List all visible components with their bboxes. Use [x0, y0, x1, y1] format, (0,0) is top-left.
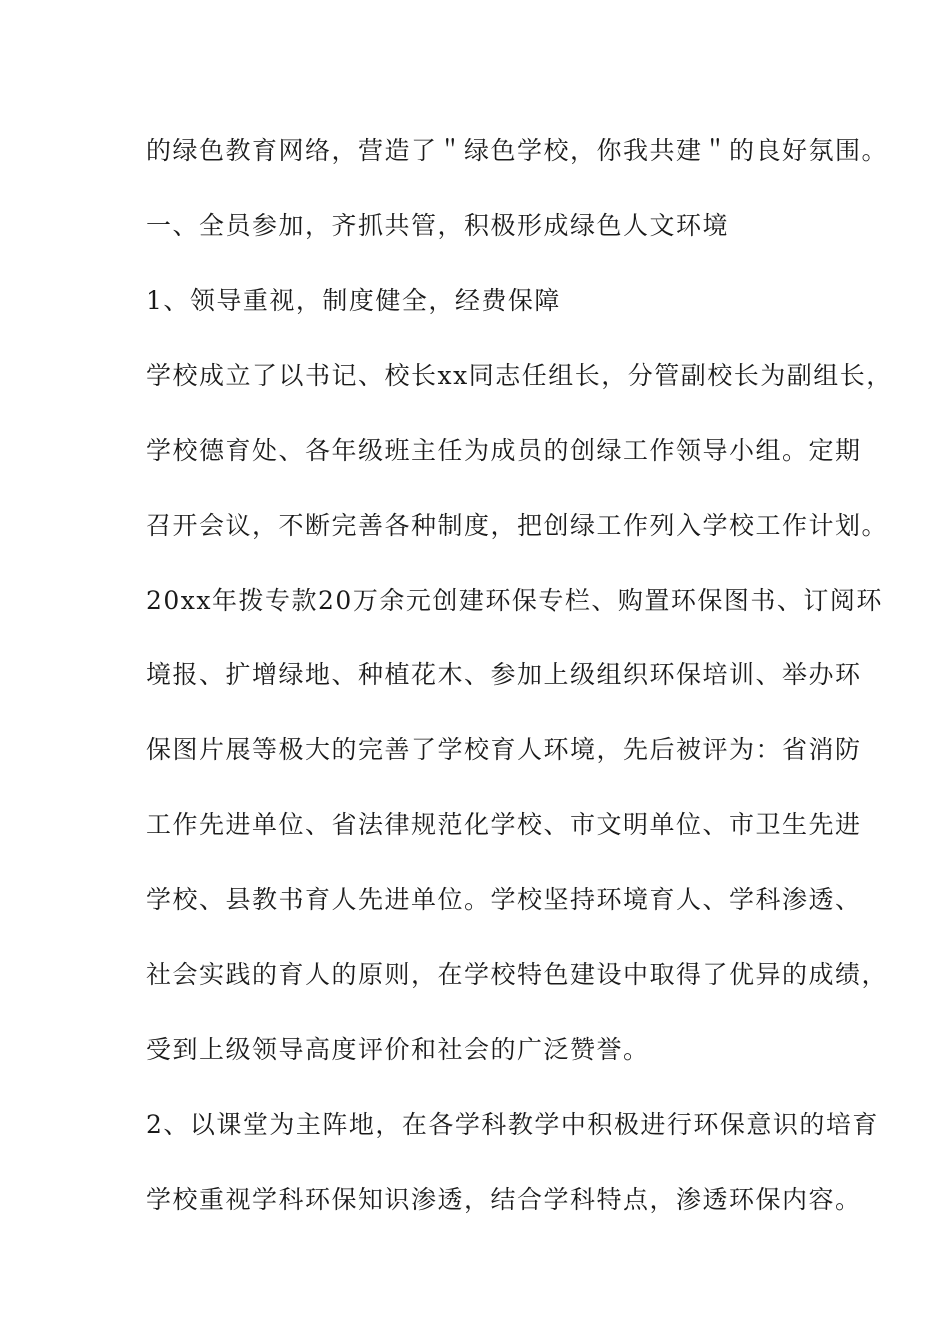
text-line: 20xx年拨专款20万余元创建环保专栏、购置环保图书、订阅环 [146, 586, 883, 615]
text-line: 学校、县教书育人先进单位。学校坚持环境育人、学科渗透、 [146, 885, 862, 914]
text-line: 保图片展等极大的完善了学校育人环境，先后被评为：省消防 [146, 735, 862, 764]
text-line: 工作先进单位、省法律规范化学校、市文明单位、市卫生先进 [146, 810, 862, 839]
section-heading: 一、全员参加，齐抓共管，积极形成绿色人文环境 [146, 211, 730, 240]
text-line: 境报、扩增绿地、种植花木、参加上级组织环保培训、举办环 [146, 660, 862, 689]
subsection-heading: 2、以课堂为主阵地，在各学科教学中积极进行环保意识的培育 [146, 1110, 879, 1139]
text-line: 学校重视学科环保知识渗透，结合学科特点，渗透环保内容。 [146, 1185, 862, 1214]
text-line: 的绿色教育网络，营造了＂绿色学校，你我共建＂的良好氛围。 [146, 136, 889, 165]
subsection-heading: 1、领导重视，制度健全，经费保障 [146, 286, 561, 315]
text-line: 召开会议，不断完善各种制度，把创绿工作列入学校工作计划。 [146, 511, 889, 540]
text-line: 学校成立了以书记、校长xx同志任组长，分管副校长为副组长， [146, 361, 893, 390]
text-line: 受到上级领导高度评价和社会的广泛赞誉。 [146, 1035, 650, 1064]
text-line: 学校德育处、各年级班主任为成员的创绿工作领导小组。定期 [146, 436, 862, 465]
text-line: 社会实践的育人的原则，在学校特色建设中取得了优异的成绩， [146, 960, 889, 989]
